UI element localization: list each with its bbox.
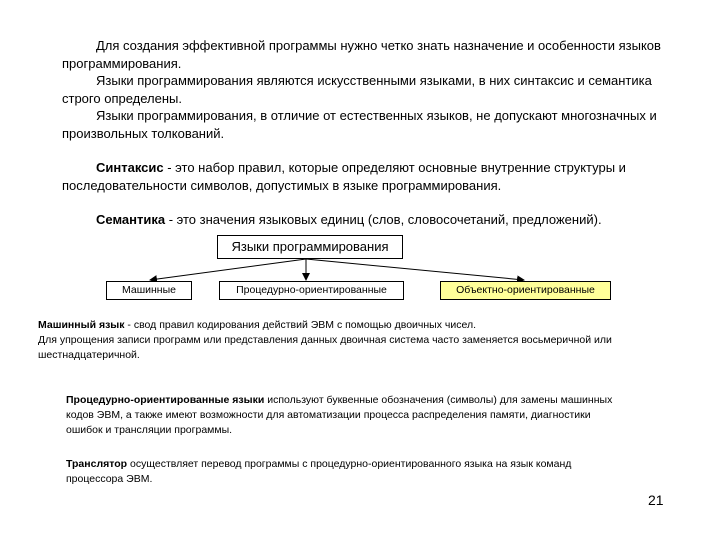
machine-language-note (38, 318, 678, 363)
translator-term: Транслятор (66, 458, 128, 470)
intro-paragraph-1: Для создания эффективной программы нужно четко знать назначение и особенности языков программирования. (62, 38, 661, 71)
intro-paragraph-2: Языки программирования являются искусственными языками, в них синтаксис и семантика строго определены. (62, 73, 652, 106)
semantics-text: - это значения языковых единиц (слов, словосочетаний, предложений). (165, 212, 602, 227)
syntax-text: - это набор правил, которые определяют основные внутренние структуры и последовательности символов, допустимых в языке программирования. (62, 160, 626, 193)
procedural-language-note (66, 393, 626, 438)
syntax-term: Синтаксис (96, 160, 164, 175)
machine-text: - свод правил кодирования действий ЭВМ с помощью двоичных чисел. (124, 319, 476, 331)
diagram-procedural-box: Процедурно-ориентированные (219, 281, 404, 300)
intro-paragraph-3: Языки программирования, в отличие от естественных языков, не допускают многозначных и произвольных толкований. (62, 108, 657, 141)
procedural-text: используют буквенные обозначения (символы) для замены машинных кодов ЭВМ, а также имеют возможности для автоматизации процесса распределения памяти, диагностики ошибок и трансляции программы. (66, 394, 613, 436)
page-number: 21 (648, 492, 664, 508)
semantics-term: Семантика (96, 212, 166, 227)
diagram-root-box: Языки программирования (217, 235, 403, 259)
diagram-machine-box: Машинные (106, 281, 192, 300)
translator-note (66, 457, 626, 487)
translator-text: осуществляет перевод программы с процедурно-ориентированного языка на язык команд процессора ЭВМ. (66, 458, 572, 485)
diagram-object-box: Объектно-ориентированные (440, 281, 611, 300)
machine-term: Машинный язык (38, 319, 125, 331)
connector-to-object (306, 259, 524, 280)
procedural-term: Процедурно-ориентированные языки (66, 394, 265, 406)
connector-to-machine (150, 259, 306, 280)
machine-definition (38, 318, 678, 333)
machine-extra-text: Для упрощения записи программ или представления данных двоичная система часто заменяется восьмеричной или шестнадцатеричной. (38, 334, 612, 361)
